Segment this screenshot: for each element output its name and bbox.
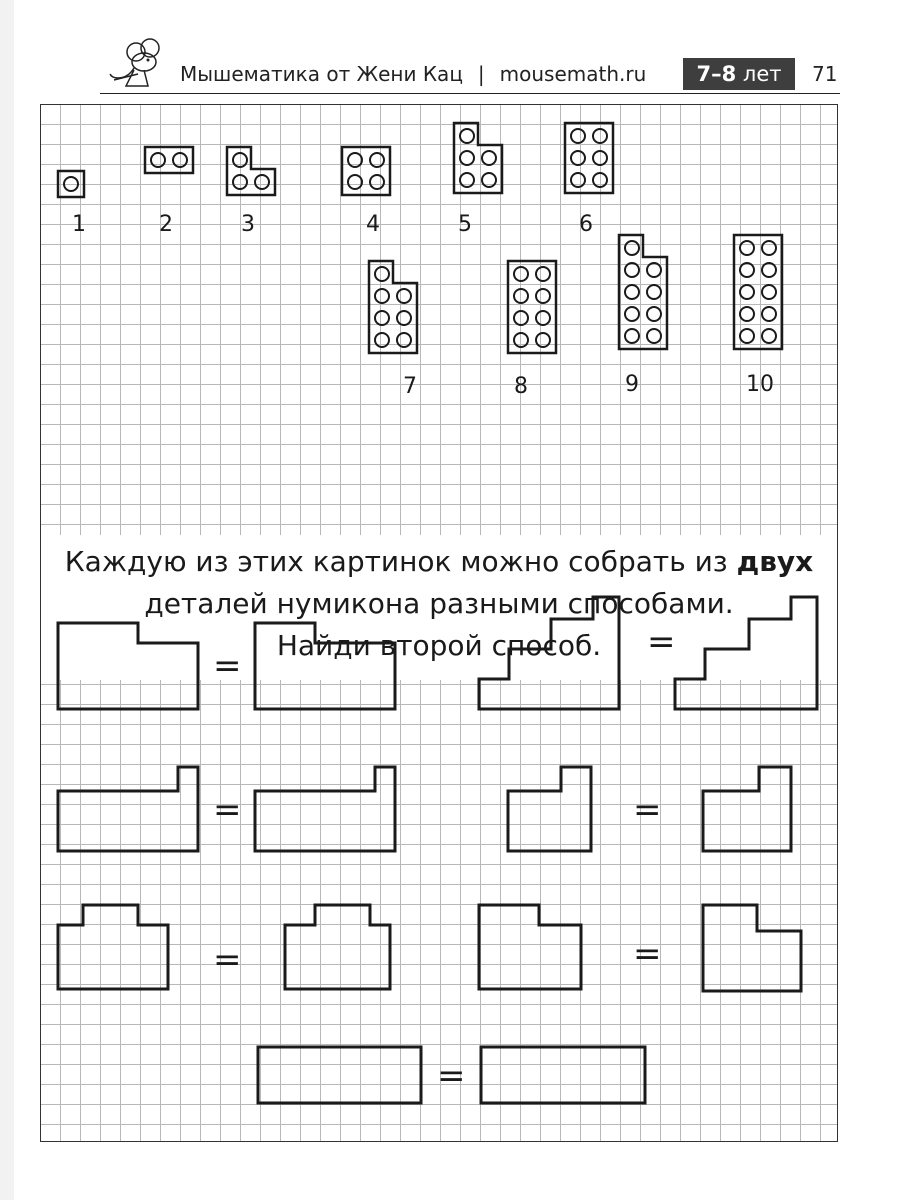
puzzle-4a-shape: [508, 767, 591, 851]
grid-sheet: [40, 104, 838, 1142]
puzzle-2b-shape: [675, 597, 817, 709]
puzzle-3b-shape: [255, 767, 395, 851]
numicon-label-5: 5: [458, 212, 472, 237]
puzzle-2a-shape: [479, 597, 619, 709]
puzzle-4b-shape: [703, 767, 791, 851]
instruction-bold-word: двух: [736, 545, 814, 578]
equals-sign: =: [213, 790, 242, 830]
puzzle-6a-shape: [479, 905, 581, 989]
header-rule: [100, 93, 840, 95]
numicon-label-2: 2: [159, 212, 173, 237]
numicon-label-10: 10: [746, 372, 774, 397]
numicon-label-4: 4: [366, 212, 380, 237]
equals-sign: =: [213, 646, 242, 686]
instruction-line-1-text: Каждую из этих картинок можно собрать из: [64, 545, 737, 578]
equals-sign: =: [633, 790, 662, 830]
puzzle-shapes: [41, 105, 837, 1141]
numicon-label-3: 3: [241, 212, 255, 237]
equals-sign: =: [437, 1056, 466, 1096]
puzzle-6b-shape: [703, 905, 801, 991]
equals-sign: =: [647, 622, 676, 662]
puzzle-5b-shape: [285, 905, 390, 989]
numicon-label-6: 6: [579, 212, 593, 237]
puzzle-5a-shape: [58, 905, 168, 989]
instruction-line-2: деталей нумикона разными способами.: [144, 587, 734, 620]
numicon-label-9: 9: [625, 372, 639, 397]
puzzle-7b-shape: [481, 1047, 645, 1103]
age-range: 7–8: [696, 62, 737, 86]
header-title: [180, 62, 646, 86]
numicon-label-7: 7: [403, 374, 417, 399]
age-unit: лет: [742, 62, 782, 86]
puzzle-1a-shape: [58, 623, 198, 709]
puzzle-3a-shape: [58, 767, 198, 851]
header-separator: |: [477, 62, 485, 86]
book-title: Мышематика от Жени Кац: [180, 62, 463, 86]
equals-sign: =: [213, 940, 242, 980]
equals-sign: =: [633, 934, 662, 974]
puzzle-7a-shape: [258, 1047, 421, 1103]
puzzle-1b-shape: [255, 623, 395, 709]
page-number: 71: [812, 62, 838, 86]
age-badge: [683, 58, 795, 90]
numicon-label-1: 1: [72, 212, 86, 237]
instruction-line-3: Найди второй способ.: [276, 629, 602, 662]
site-link[interactable]: mousemath.ru: [499, 62, 647, 86]
page-header: [100, 48, 840, 94]
numicon-label-8: 8: [514, 374, 528, 399]
